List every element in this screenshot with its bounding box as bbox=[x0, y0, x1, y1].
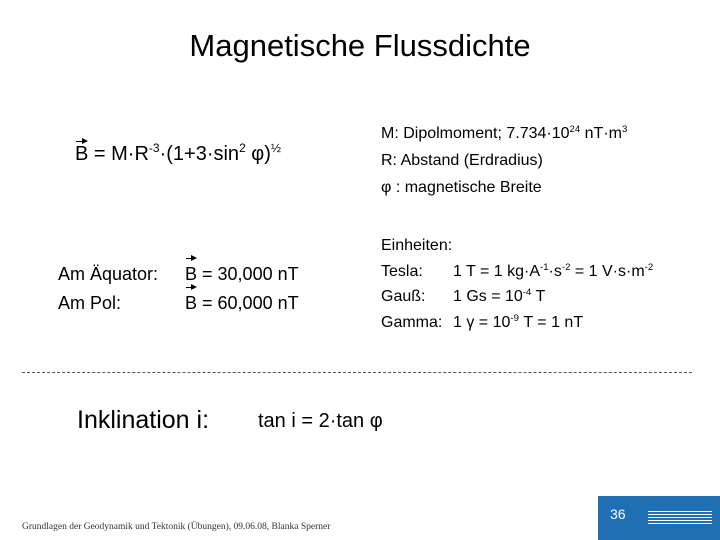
unit-gamma bbox=[381, 310, 653, 336]
b-vector-pole: B bbox=[185, 289, 197, 318]
unit-gauss bbox=[381, 284, 653, 310]
formula-part-2: ·(1+3·sin bbox=[159, 143, 240, 165]
flux-density-formula bbox=[75, 143, 281, 166]
variable-definitions bbox=[381, 120, 627, 201]
inclination-formula: tan i = 2·tan φ bbox=[258, 410, 383, 432]
unit-tesla-b: ·s bbox=[548, 262, 562, 280]
unit-gauss-e: -4 bbox=[522, 286, 532, 298]
formula-exponent-2: 2 bbox=[239, 141, 246, 156]
units-block bbox=[381, 233, 653, 335]
units-heading: Einheiten: bbox=[381, 237, 453, 254]
slide-title: Magnetische Flussdichte bbox=[189, 28, 531, 63]
unit-gauss-label: Gauß: bbox=[381, 288, 426, 305]
logo-stripes-icon bbox=[648, 511, 712, 527]
unit-tesla bbox=[381, 259, 653, 285]
inclination-label: Inklination i: bbox=[77, 406, 210, 434]
b-vector-equator: B bbox=[185, 260, 197, 289]
definition-moment-text: M: Dipolmoment; 7.734·10 bbox=[381, 125, 570, 142]
equator-label: Am Äquator: bbox=[58, 264, 159, 284]
unit-gamma-b: T = 1 nT bbox=[518, 313, 584, 331]
definition-radius: R: Abstand (Erdradius) bbox=[381, 152, 543, 169]
equator-row bbox=[58, 260, 299, 289]
formula-part-3: φ) bbox=[245, 143, 271, 165]
dashed-divider bbox=[22, 372, 692, 373]
page-number: 36 bbox=[610, 506, 626, 522]
pole-value: = 60,000 nT bbox=[197, 293, 299, 313]
unit-tesla-e2: -2 bbox=[561, 261, 571, 273]
unit-tesla-e3: -2 bbox=[644, 261, 654, 273]
definition-latitude: φ : magnetische Breite bbox=[381, 179, 542, 196]
unit-gauss-b: T bbox=[531, 288, 546, 305]
formula-part-1: = M·R bbox=[88, 143, 149, 165]
pole-label: Am Pol: bbox=[58, 293, 122, 313]
definition-moment-exp: 24 bbox=[569, 123, 581, 135]
unit-tesla-c: = 1 V·s·m bbox=[570, 262, 645, 280]
definition-moment-unit: nT·m bbox=[580, 125, 622, 142]
definition-moment bbox=[381, 120, 627, 147]
unit-gamma-a: 1 γ = 10 bbox=[453, 313, 511, 331]
formula-exponent-1: -3 bbox=[148, 141, 160, 156]
unit-tesla-a: 1 T = 1 kg·A bbox=[453, 262, 541, 280]
equator-value: = 30,000 nT bbox=[197, 264, 299, 284]
field-values bbox=[58, 260, 299, 318]
unit-gamma-e: -9 bbox=[510, 312, 519, 324]
unit-gamma-label: Gamma: bbox=[381, 313, 443, 331]
b-vector: B bbox=[75, 143, 89, 165]
unit-tesla-e1: -1 bbox=[540, 261, 549, 273]
unit-gauss-a: 1 Gs = 10 bbox=[453, 288, 523, 305]
formula-exponent-3: ½ bbox=[270, 141, 281, 156]
footer-citation: Grundlagen der Geodynamik und Tektonik (Übungen), 09.06.08, Blanka Sperner bbox=[22, 522, 331, 532]
unit-tesla-label: Tesla: bbox=[381, 262, 423, 280]
pole-row bbox=[58, 289, 299, 318]
definition-moment-unit-exp: 3 bbox=[621, 123, 628, 135]
